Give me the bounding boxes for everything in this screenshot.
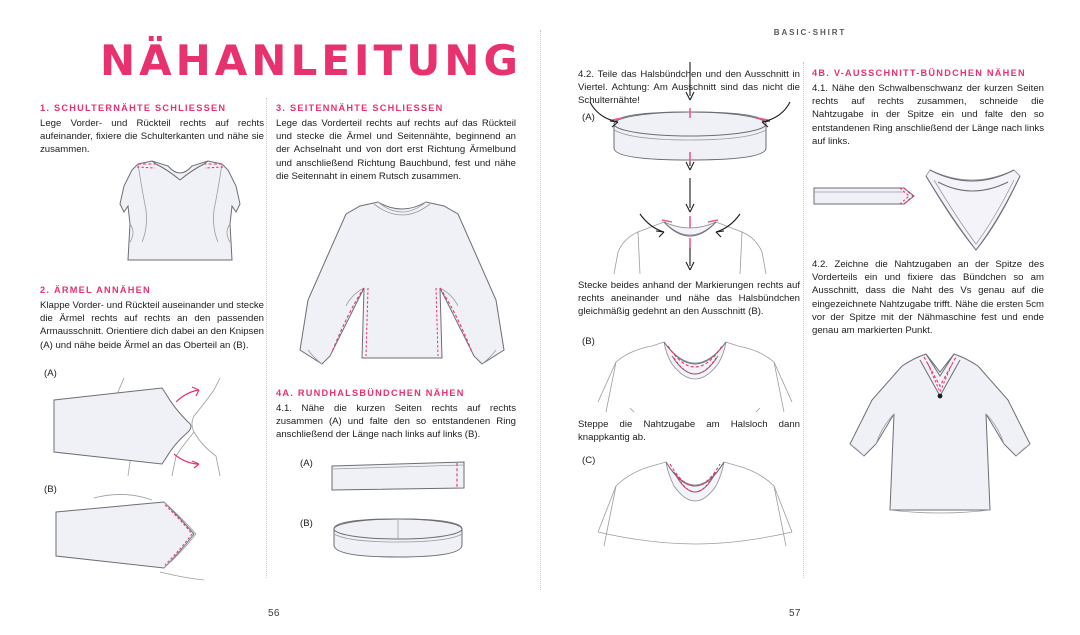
figure-label-4-2-a: (A): [582, 112, 595, 123]
figure-shoulder-seams: [90, 150, 270, 275]
figure-label-4a-b: (B): [300, 518, 313, 529]
step-2-body: Klappe Vorder- und Rückteil auseinander und stecke die Ärmel rechts auf rechts an den passenden Armausschnitt. Orientiere dich dabei an den Knipsen (A) und nähe beide Ärmel an das Oberteil an (B).: [40, 300, 264, 351]
v-neck-band-illustration: [812, 160, 1044, 250]
sleeve-pinning-illustration: [44, 378, 268, 476]
sleeve-sewn-illustration: [44, 490, 268, 580]
figure-label-2a: (A): [44, 368, 57, 379]
figure-label-4-2-c: (C): [582, 455, 596, 466]
step-4-2-body: 4.2. Teile das Halsbündchen und den Ausschnitt in Viertel. Achtung: Am Ausschnitt sind das nicht die Schulternähte!: [578, 69, 800, 107]
section-step-4a: [276, 388, 516, 442]
section-step-3: [276, 103, 516, 183]
neckband-pinned-illustration: [590, 340, 800, 412]
quarter-marking-illustration: [578, 56, 802, 274]
shoulder-seam-illustration: [90, 150, 270, 275]
figure-long-sleeve-shirt: [282, 192, 522, 377]
figure-cuff-strip: [330, 460, 470, 494]
step-4b-body: 4.1. Nähe den Schwalbenschwanz der kurzen Seiten rechts auf rechts zusammen, schneide die Nahtzugabe in der Spitze ein und falte den so entstandenen Ring anschließend der Länge nach links auf links.: [812, 83, 1044, 147]
spread-gutter-divider: [540, 30, 541, 590]
section-step-4b-2: [812, 258, 1044, 337]
figure-sleeve-sewn: [44, 490, 268, 580]
figure-sleeve-pinning: [44, 378, 268, 476]
figure-quarter-marking: [578, 56, 802, 274]
column-divider-right: [803, 62, 804, 578]
neckline-topstitched-illustration: [590, 458, 800, 546]
step-4b-2-body: 4.2. Zeichne die Nahtzugaben an der Spitze des Vorderteils ein und fixiere das Bündchen so am Ausschnitt, dass die Naht des Vs genau auf die eingezeichnete Nahtzugabe trifft. Nähe die ersten 5cm vor der Spitze mit der Nähmaschine fest und ende genau am markierten Punkt.: [812, 259, 1044, 337]
running-header-text: BASIC·SHIRT: [773, 28, 847, 37]
figure-neckband-pinned: [590, 340, 800, 412]
figure-v-neck-band: [812, 160, 1044, 250]
step-1-body: Lege Vorder- und Rückteil rechts auf rechts aufeinander, fixiere die Schulterkanten und nähe sie zusammen.: [40, 118, 264, 156]
cuff-strip-illustration: [330, 460, 470, 494]
step-2-heading: 2. ÄRMEL ANNÄHEN: [40, 285, 151, 295]
figure-label-4-2-b: (B): [582, 336, 595, 347]
step-4b-heading: 4B. V-AUSSCHNITT-BÜNDCHEN NÄHEN: [812, 68, 1026, 78]
figure-v-neck-assembled: [840, 348, 1040, 538]
step-4a-body: 4.1. Nähe die kurzen Seiten rechts auf rechts zusammen (A) und falte den so entstandenen Ring anschließend der Länge nach links auf links (B).: [276, 403, 516, 441]
section-step-4b: [812, 68, 1044, 148]
step-3-heading: 3. SEITENNÄHTE SCHLIESSEN: [276, 103, 444, 113]
section-topstitch: [578, 418, 800, 444]
step-4a-heading: 4A. RUNDHALSBÜNDCHEN NÄHEN: [276, 388, 465, 398]
cuff-ring-illustration: [330, 515, 470, 563]
v-neck-assembled-illustration: [840, 348, 1040, 538]
section-step-1: [40, 103, 264, 157]
page-number-right: 57: [789, 608, 801, 619]
figure-cuff-ring: [330, 515, 470, 563]
page-number-left: 56: [268, 608, 280, 619]
page-title: NÄHANLEITUNG: [100, 36, 522, 85]
long-sleeve-shirt-illustration: [282, 192, 522, 377]
step-3-body: Lege das Vorderteil rechts auf rechts auf das Rückteil und stecke die Ärmel und Seitennähte, beginnend an der Achselnaht und von dort erst Richtung Ärmelbund und anschließend Richtung Bauchbund, fest und nähe die Seitennaht in einem Rutsch zusammen.: [276, 118, 516, 182]
figure-label-4a-a: (A): [300, 458, 313, 469]
neckband-attach-body: Stecke beides anhand der Markierungen rechts auf rechts aneinander und nähe das Halsbündchen gleichmäßig gedehnt an den Ausschnitt (B).: [578, 280, 800, 318]
section-neckband-attach: [578, 279, 800, 319]
section-step-2: [40, 285, 264, 352]
figure-neckline-topstitched: [590, 458, 800, 546]
topstitch-body: Steppe die Nahtzugabe am Halsloch dann knappkantig ab.: [578, 419, 800, 444]
step-1-heading: 1. SCHULTERNÄHTE SCHLIESSEN: [40, 103, 227, 113]
figure-label-2b: (B): [44, 484, 57, 495]
